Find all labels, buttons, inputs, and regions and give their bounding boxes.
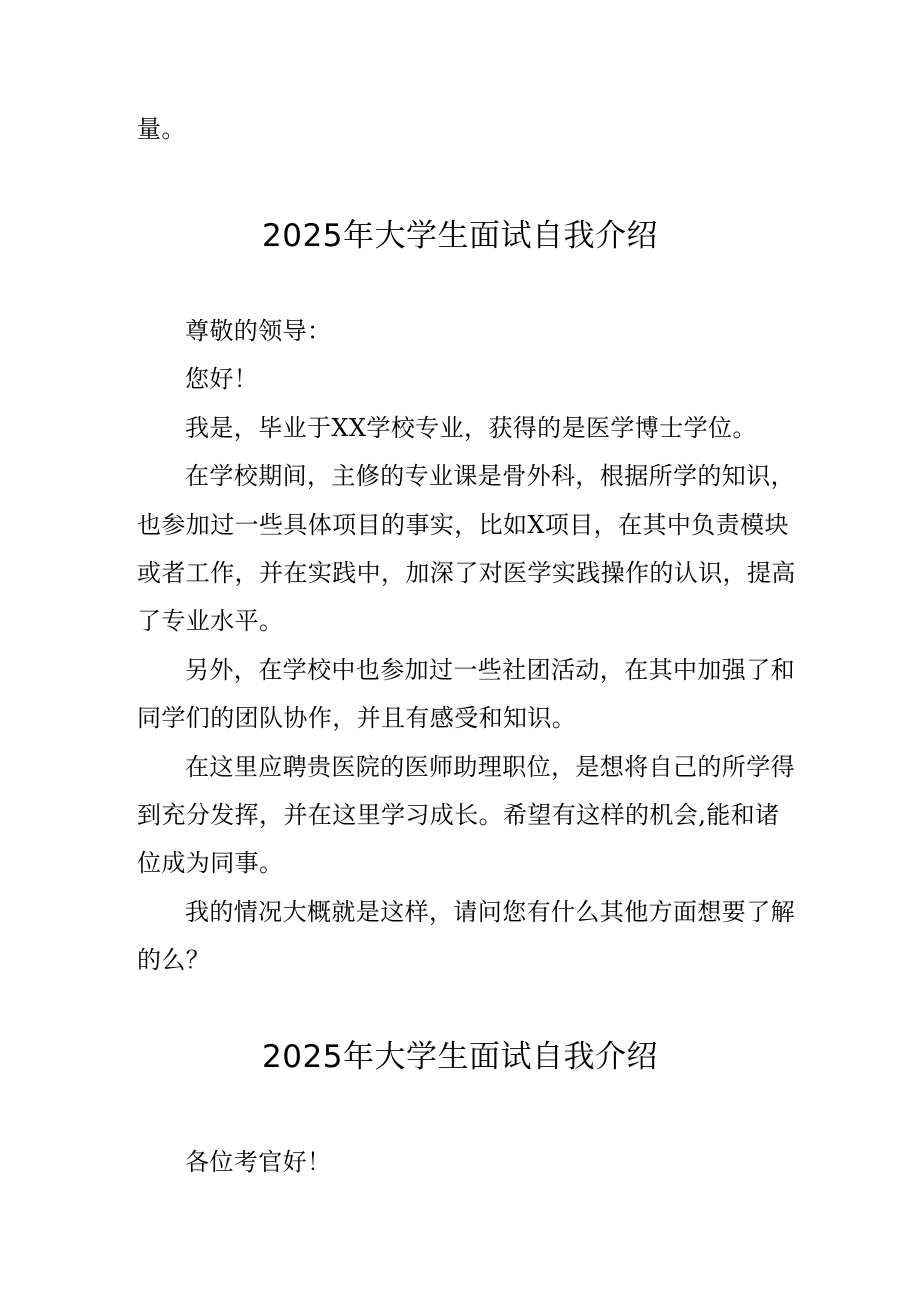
- greeting: 您好！: [185, 365, 259, 393]
- paragraph-line: 或者工作，并在实践中，加深了对医学实践操作的认识，提高: [137, 559, 796, 587]
- paragraph-line: 在学校期间，主修的专业课是骨外科，根据所学的知识，: [185, 462, 795, 490]
- paragraph-line: 在这里应聘贵医院的医师助理职位，是想将自己的所学得: [185, 753, 795, 781]
- paragraph-line: 了专业水平。: [137, 607, 284, 635]
- paragraph-line: 位成为同事。: [137, 849, 284, 877]
- section-title: 2025年大学生面试自我介绍: [262, 218, 658, 254]
- section-title: 2025年大学生面试自我介绍: [262, 1039, 658, 1075]
- paragraph-line: 我是，毕业于XX学校专业，获得的是医学博士学位。: [185, 414, 757, 442]
- continuation-text: 量。: [137, 115, 186, 143]
- paragraph-line: 我的情况大概就是这样，请问您有什么其他方面想要了解: [185, 898, 795, 926]
- salutation: 尊敬的领导：: [185, 317, 332, 345]
- paragraph-line: 到充分发挥，并在这里学习成长。希望有这样的机会,能和诸: [137, 801, 780, 829]
- paragraph-line: 的么？: [137, 946, 211, 974]
- greeting: 各位考官好！: [185, 1148, 332, 1176]
- paragraph-line: 另外，在学校中也参加过一些社团活动，在其中加强了和: [185, 656, 795, 684]
- paragraph-line: 也参加过一些具体项目的事实，比如X项目，在其中负责模块: [137, 511, 789, 539]
- paragraph-line: 同学们的团队协作，并且有感受和知识。: [137, 704, 577, 732]
